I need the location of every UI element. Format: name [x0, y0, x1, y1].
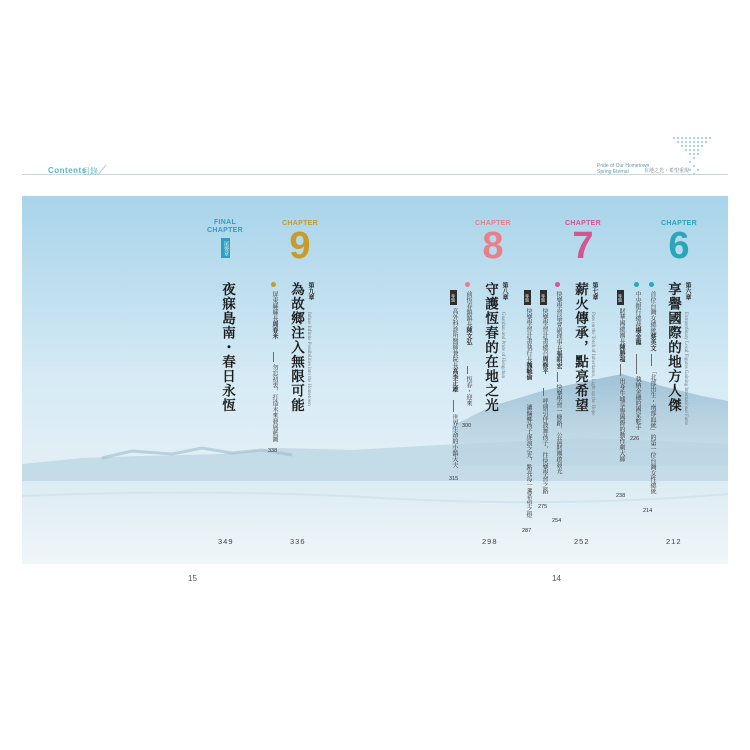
item-note: 出身牛墟享譽國際的動作劇大師 — [618, 378, 625, 462]
final-chapter-page: 349 — [218, 537, 234, 546]
item-note: 世界生命的小鎮大夫 — [451, 414, 458, 468]
final-chapter-title: 夜寐島南・春日永恆 — [219, 282, 235, 413]
final-chapter-zh-badge: 尾聲章 — [221, 238, 230, 258]
chapter-8-title: 守護恆春的在地之光 — [482, 282, 498, 413]
item-note: 呼朋引伴鼓舞孩子，往快樂學習之路 — [541, 398, 548, 494]
chapter-9-page: 336 — [290, 537, 306, 546]
chapter-6-title-en: Extraordinary Local Figures Gaining International Fame — [683, 312, 688, 426]
chapter-number: 6 — [668, 225, 690, 267]
item-page: 287 — [522, 528, 532, 534]
leader-line — [557, 372, 558, 382]
chapter-label: CHAPTER — [475, 220, 511, 227]
chapter-9-zh: 第九章 — [307, 282, 314, 300]
chapter-7-zh: 第七章 — [591, 282, 598, 300]
chapter-6-heading — [654, 220, 704, 265]
leader-line — [273, 352, 274, 362]
page-number-right: 14 — [552, 574, 561, 583]
list-item: 前恆春鎮鎮長陳文弘 — [465, 291, 472, 345]
feature-tag: 專題 — [524, 290, 531, 305]
final-chapter-heading — [205, 219, 245, 235]
feature-tag: 專題 — [450, 290, 457, 305]
leader-line — [651, 354, 652, 366]
item-page: 226 — [630, 436, 640, 442]
chapter-8-heading — [468, 220, 518, 265]
leader-line — [620, 364, 621, 376]
list-item: 中央銀行總裁楊金龍 — [634, 291, 641, 345]
header-subtitle-zh: 在地之光・希望重現 — [644, 168, 690, 174]
slash-icon — [95, 163, 109, 177]
bullet-dot — [465, 282, 470, 287]
page-number-left: 15 — [188, 574, 197, 583]
chapter-7-heading — [558, 220, 608, 265]
item-page: 254 — [552, 518, 562, 524]
bullet-dot — [271, 282, 276, 287]
list-item: 屏東縣縣長周春米 — [271, 291, 278, 339]
feature-tag: 專題 — [540, 290, 547, 305]
chapter-label: CHAPTER — [661, 220, 697, 227]
item-note: 勿忘初衷，打造未來發展藍圖 — [271, 364, 278, 442]
header-subtitle-en: Pride of Our Hometown Spring Eternal — [597, 163, 650, 175]
item-page: 238 — [616, 493, 626, 499]
item-page: 214 — [643, 508, 653, 514]
leader-line — [543, 388, 544, 396]
item-note: 「北部出生・南部血統」的第一位台灣女性總統 — [649, 368, 656, 494]
chapter-8-zh: 第八章 — [501, 282, 508, 300]
leader-line — [636, 354, 637, 374]
chapter-9-title-en: Infuse Infinite Possibilities into the Hometown — [306, 312, 311, 406]
leader-line — [467, 366, 468, 374]
list-item: 快樂學習計畫總召周修平 — [541, 308, 548, 374]
bullet-dot — [555, 282, 560, 287]
list-item: 首位台灣女總統蔡英文 — [649, 291, 656, 351]
chapter-6-page: 212 — [666, 537, 682, 546]
dot-grid-decoration-icon — [673, 137, 713, 177]
item-note: 讓偏鄉孩子逐浪之光，點亮每一盞希望之燈 — [525, 404, 532, 518]
item-page: 275 — [538, 504, 548, 510]
chapter-label: CHAPTER — [565, 220, 601, 227]
chapter-label: FINAL — [213, 219, 237, 226]
list-item: 快樂學習計畫執行長魏毓倫 — [525, 308, 532, 380]
chapter-7-title: 薪火傳承，點亮希望 — [572, 282, 588, 413]
list-item: 財華國總團長陳勝福 — [618, 308, 625, 362]
bullet-dot — [649, 282, 654, 287]
item-note: 快樂學習一條路，公益財團啟發光 — [555, 384, 562, 474]
item-page: 338 — [268, 448, 278, 454]
chapter-number: 7 — [572, 225, 594, 267]
list-item: 快樂學習協會副理事長張明宏 — [555, 291, 562, 369]
contents-heading-zh: 目錄 — [82, 167, 98, 176]
item-page: 300 — [462, 423, 472, 429]
chapter-label-2: CHAPTER — [207, 227, 243, 234]
contents-heading-en: Contents — [48, 166, 87, 175]
chapter-9-title: 為故鄉注入無限可能 — [288, 282, 304, 413]
leader-line — [453, 400, 454, 412]
chapter-7-page: 252 — [574, 537, 590, 546]
item-note: 恆春・迎來 — [465, 376, 472, 406]
chapter-6-title: 享譽國際的地方人傑 — [665, 282, 681, 413]
chapter-6-zh: 第六章 — [684, 282, 691, 300]
chapter-number: 9 — [289, 225, 311, 267]
list-item: 高外科診所醫師兼院長高李正雄 — [451, 308, 458, 392]
item-page: 315 — [449, 476, 459, 482]
bullet-dot — [634, 282, 639, 287]
chapter-8-title-en: Guardian and Pride of Hengchun — [500, 312, 505, 379]
feature-tag: 專題 — [617, 290, 624, 305]
item-note: 執納金融的國家舵手 — [634, 376, 641, 430]
chapter-label: CHAPTER — [282, 220, 318, 227]
chapter-8-page: 298 — [482, 537, 498, 546]
chapter-7-title-en: Pass on the Torch of Inheritance, Light up the Hope — [590, 312, 595, 416]
chapter-9-heading — [275, 220, 325, 265]
chapter-number: 8 — [482, 225, 504, 267]
